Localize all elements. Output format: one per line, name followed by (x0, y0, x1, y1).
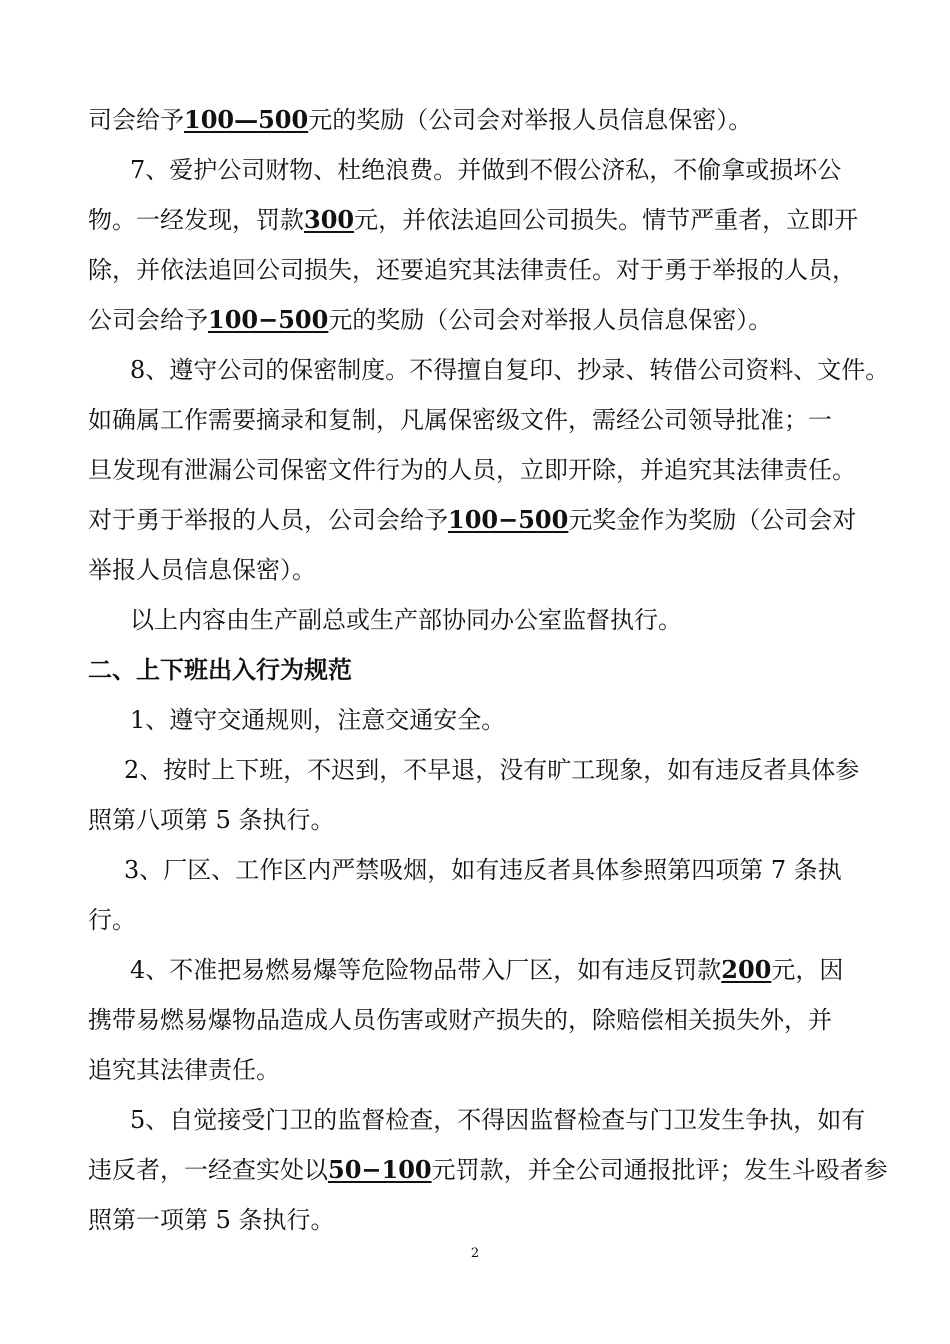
rule-5-line: 5、自觉接受门卫的监督检查，不得因监督检查与门卫发生争执，如有 (130, 1106, 866, 1134)
text-line: 违反者，一经查实处以50−100元罚款，并全公司通报批评；发生斗殴者参 (88, 1155, 888, 1184)
text-line: 携带易燃易爆物品造成人员伤害或财产损失的，除赔偿相关损失外，并 (88, 1006, 832, 1034)
text-line: 举报人员信息保密）。 (88, 556, 316, 584)
section-heading: 二、上下班出入行为规范 (88, 656, 352, 684)
amount-highlight: 300 (304, 205, 355, 234)
text-line: 行。 (88, 906, 136, 934)
amount-highlight: 50−100 (328, 1155, 432, 1184)
text-line: 如确属工作需要摘录和复制，凡属保密级文件，需经公司领导批准；一 (88, 406, 832, 434)
page-number: 2 (470, 1246, 480, 1261)
text-line: 除，并依法追回公司损失，还要追究其法律责任。对于勇于举报的人员， (88, 256, 856, 284)
text-line: 物。一经发现，罚款300元，并依法追回公司损失。情节严重者，立即开 (88, 205, 859, 234)
text-line: 照第八项第 5 条执行。 (88, 806, 335, 834)
text-line: 对于勇于举报的人员，公司会给予100−500元奖金作为奖励（公司会对 (88, 505, 857, 534)
rule-2-line: 2、按时上下班，不迟到，不早退，没有旷工现象，如有违反者具体参 (124, 756, 860, 784)
text-line: 照第一项第 5 条执行。 (88, 1206, 335, 1234)
amount-highlight: 100—500 (184, 105, 309, 134)
text-line: 公司会给予100−500元的奖励（公司会对举报人员信息保密）。 (88, 305, 773, 334)
rule-1-line: 1、遵守交通规则，注意交通安全。 (130, 706, 506, 734)
amount-highlight: 100−500 (448, 505, 569, 534)
rule-3-line: 3、厂区、工作区内严禁吸烟，如有违反者具体参照第四项第 7 条执 (124, 856, 842, 884)
rule-4-line: 4、不准把易燃易爆等危险物品带入厂区，如有违反罚款200元，因 (130, 955, 844, 984)
amount-highlight: 200 (721, 955, 772, 984)
supervision-note: 以上内容由生产副总或生产部协同办公室监督执行。 (130, 606, 682, 634)
text-line: 司会给予100—500元的奖励（公司会对举报人员信息保密）。 (88, 105, 753, 134)
clause-7-line: 7、爱护公司财物、杜绝浪费。并做到不假公济私，不偷拿或损坏公 (130, 156, 842, 184)
text-line: 旦发现有泄漏公司保密文件行为的人员，立即开除，并追究其法律责任。 (88, 456, 856, 484)
amount-highlight: 100−500 (208, 305, 329, 334)
clause-8-line: 8、遵守公司的保密制度。不得擅自复印、抄录、转借公司资料、文件。 (130, 356, 890, 384)
text-line: 追究其法律责任。 (88, 1056, 280, 1084)
